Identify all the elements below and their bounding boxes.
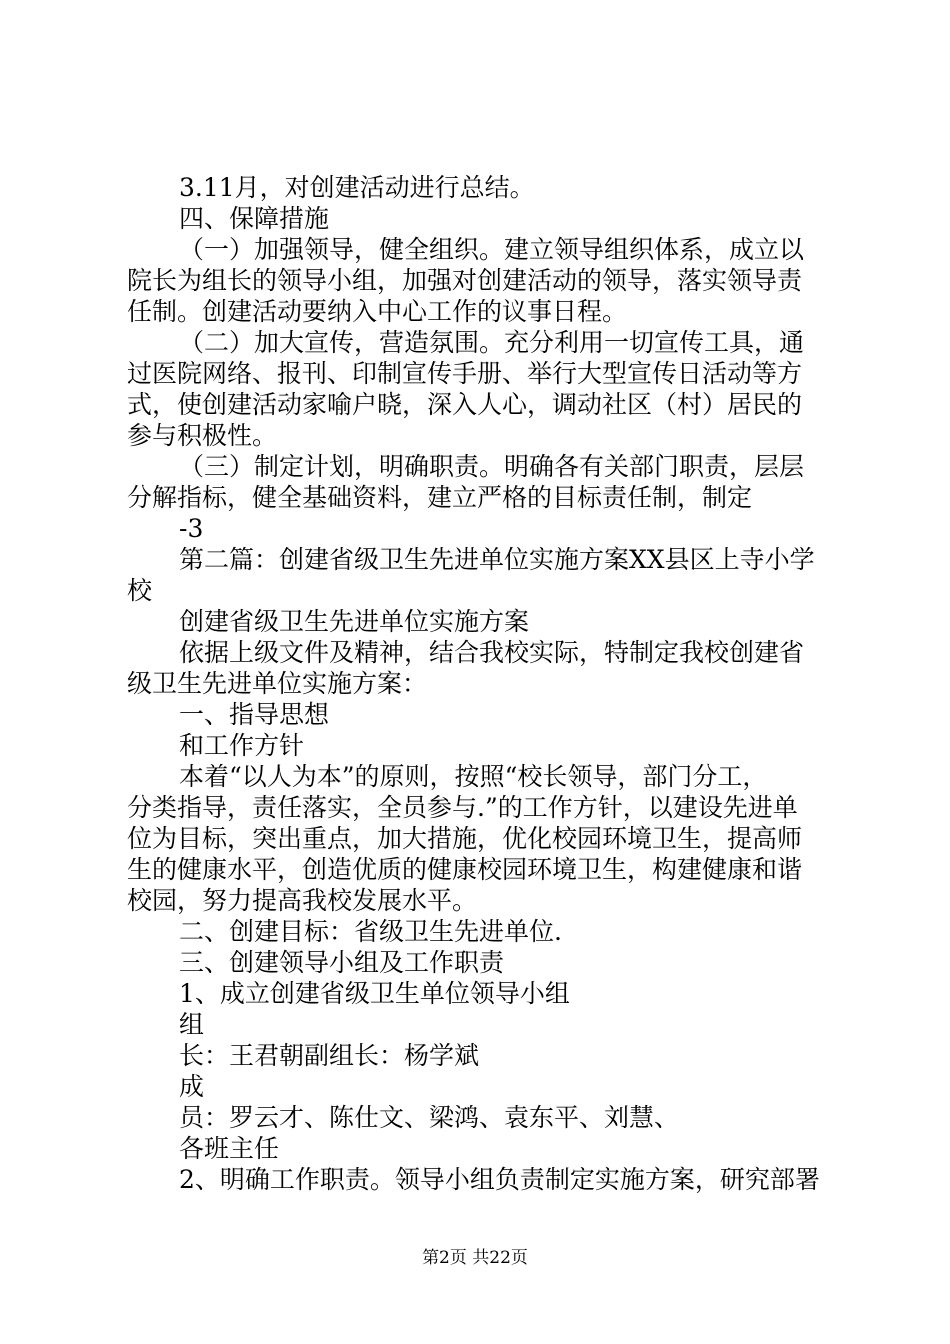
text-line: 三、创建领导小组及工作职责 bbox=[179, 948, 505, 977]
text-line: 位为目标，突出重点，加大措施，优化校园环境卫生，提高师 bbox=[127, 824, 803, 853]
text-line: 本着“以人为本”的原则，按照“校长领导，部门分工， bbox=[179, 762, 768, 791]
text-line: 组 bbox=[179, 1010, 205, 1039]
text-line: 第二篇：创建省级卫生先进单位实施方案XX县区上寺小学 bbox=[179, 545, 815, 574]
text-line: 各班主任 bbox=[179, 1134, 280, 1163]
text-line: 员：罗云才、陈仕文、梁鸿、袁东平、刘慧、 bbox=[179, 1103, 680, 1132]
text-line: 1、成立创建省级卫生单位领导小组 bbox=[179, 979, 570, 1008]
text-line: 级卫生先进单位实施方案： bbox=[127, 669, 428, 698]
text-line: 院长为组长的领导小组，加强对创建活动的领导，落实领导责 bbox=[127, 266, 803, 295]
text-line: 和工作方针 bbox=[179, 731, 305, 760]
text-line: 过医院网络、报刊、印制宣传手册、举行大型宣传日活动等方 bbox=[127, 359, 803, 388]
text-line: 四、保障措施 bbox=[179, 204, 330, 233]
text-line: 校 bbox=[127, 576, 153, 605]
text-line: 一、指导思想 bbox=[179, 700, 330, 729]
text-line: 生的健康水平，创造优质的健康校园环境卫生，构建健康和谐 bbox=[127, 855, 803, 884]
text-line: -3 bbox=[179, 514, 204, 543]
text-line: 创建省级卫生先进单位实施方案 bbox=[179, 607, 530, 636]
text-line: （二）加大宣传，营造氛围。充分利用一切宣传工具，通 bbox=[179, 328, 805, 357]
text-line: 二、创建目标：省级卫生先进单位. bbox=[179, 917, 562, 946]
text-line: 任制。创建活动要纳入中心工作的议事日程。 bbox=[127, 297, 628, 326]
document-body bbox=[127, 172, 835, 1195]
text-line: 成 bbox=[179, 1072, 205, 1101]
text-line: 式，使创建活动家喻户晓，深入人心，调动社区（村）居民的 bbox=[127, 390, 803, 419]
text-line: 分类指导，责任落实，全员参与.”的工作方针，以建设先进单 bbox=[127, 793, 798, 822]
text-line: 校园，努力提高我校发展水平。 bbox=[127, 886, 478, 915]
text-line: 依据上级文件及精神，结合我校实际，特制定我校创建省 bbox=[179, 638, 805, 667]
text-line: 分解指标，健全基础资料，建立严格的目标责任制，制定 bbox=[127, 483, 753, 512]
text-line: （一）加强领导，健全组织。建立领导组织体系，成立以 bbox=[179, 235, 805, 264]
text-line: 长：王君朝副组长：杨学斌 bbox=[179, 1041, 480, 1070]
text-line: 2、明确工作职责。领导小组负责制定实施方案，研究部署 bbox=[179, 1165, 820, 1194]
text-line: 3.11月，对创建活动进行总结。 bbox=[179, 173, 535, 202]
text-line: 参与积极性。 bbox=[127, 421, 278, 450]
text-line: （三）制定计划，明确职责。明确各有关部门职责，层层 bbox=[179, 452, 805, 481]
page-footer: 第2页 共22页 bbox=[422, 1248, 528, 1268]
